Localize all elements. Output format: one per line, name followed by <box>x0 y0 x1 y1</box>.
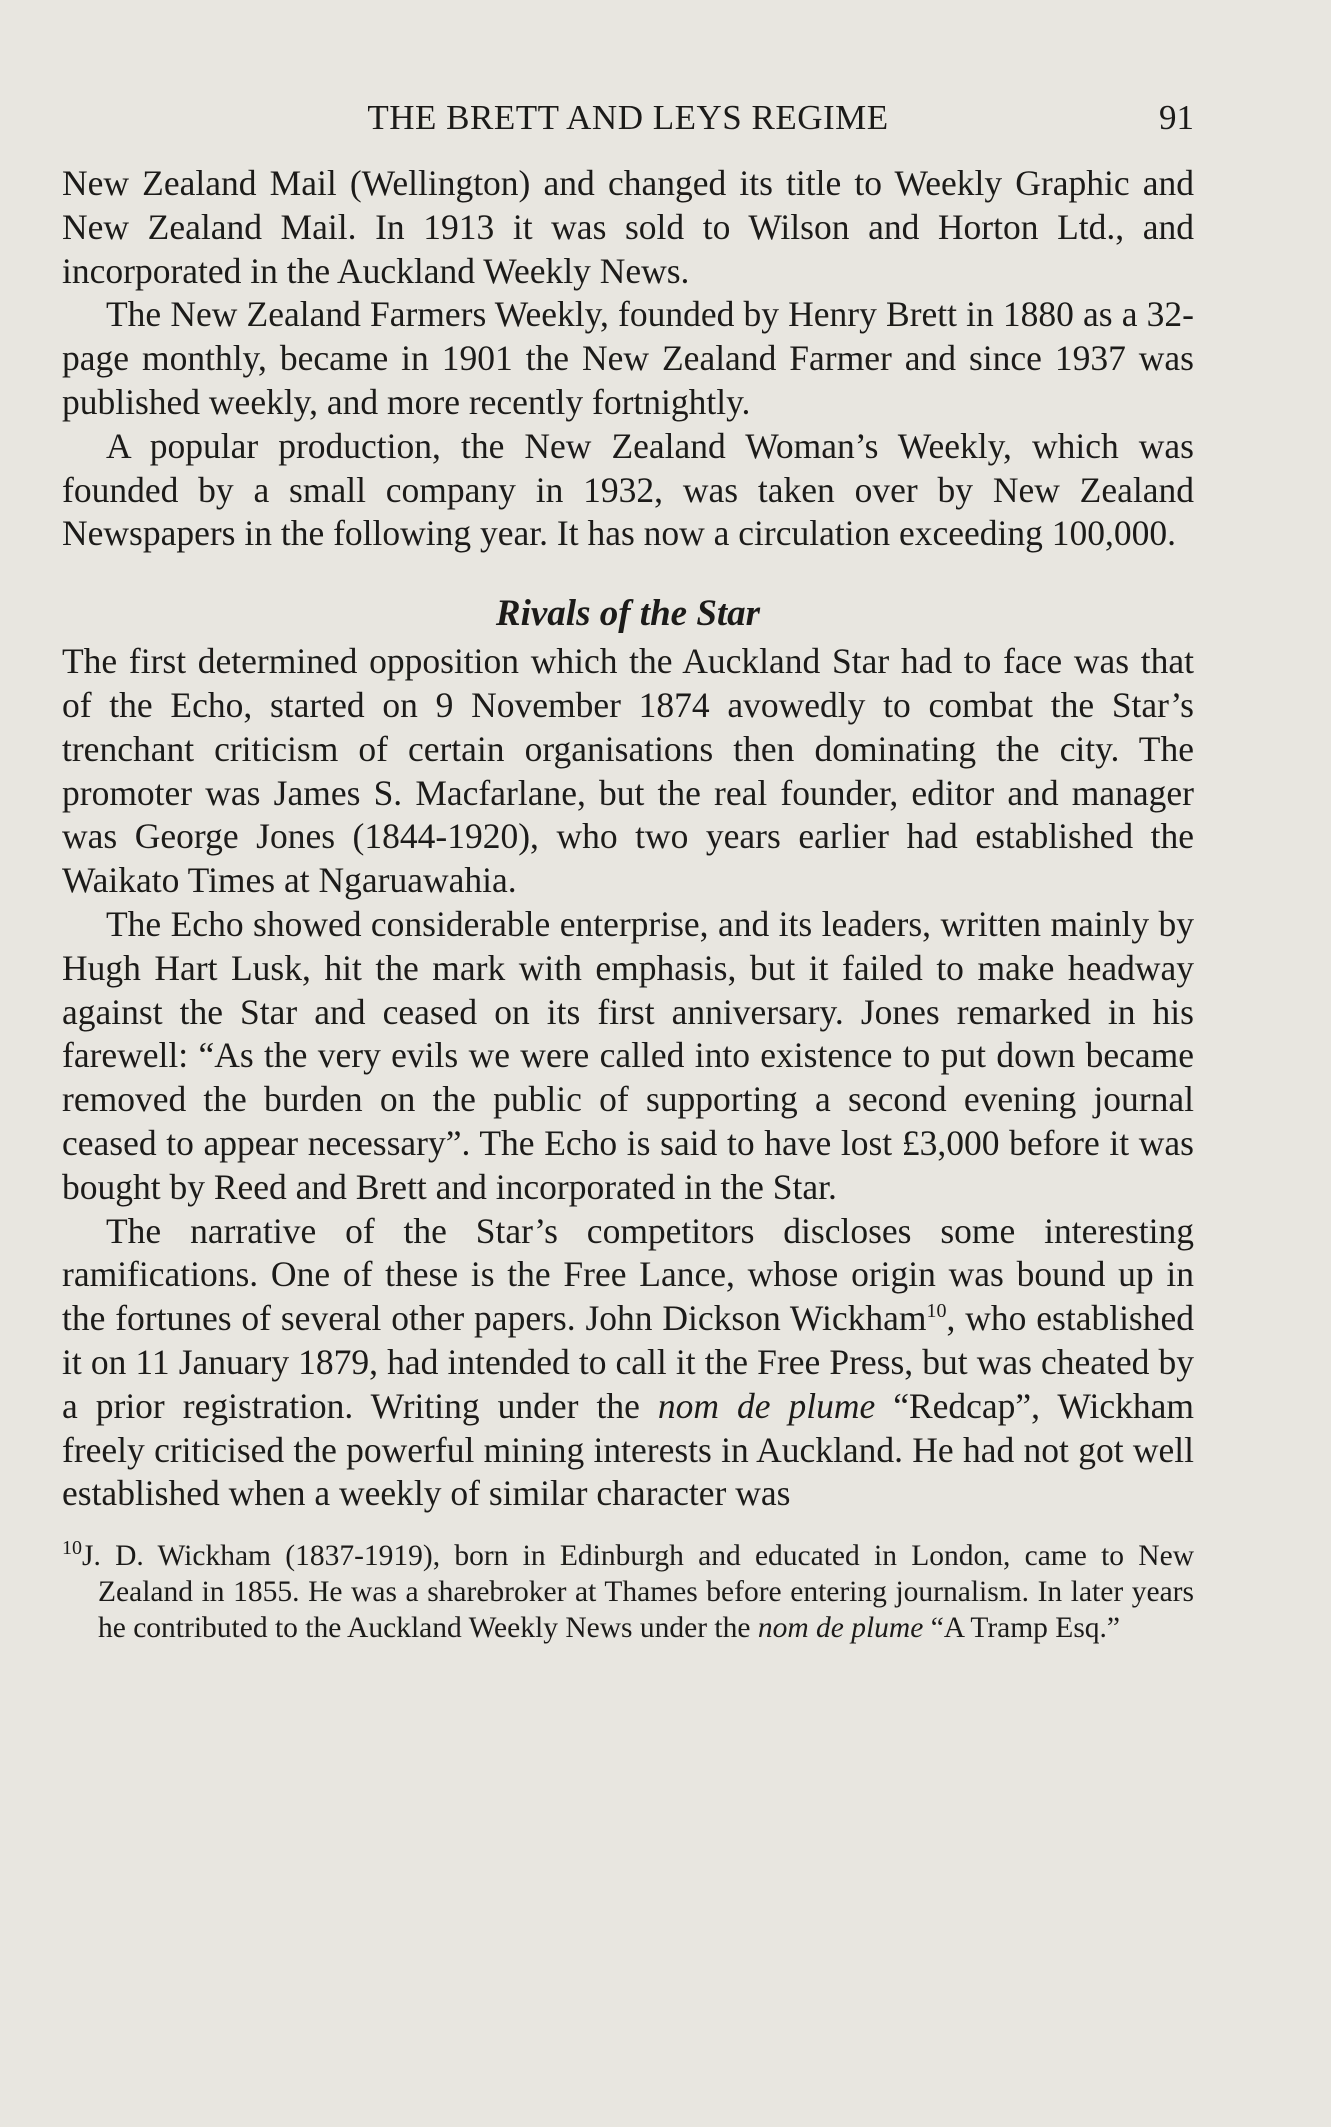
page-body <box>62 162 1194 1516</box>
page-header <box>62 96 1194 140</box>
section-heading: Rivals of the Star <box>495 593 761 635</box>
paragraph-text: , who established it on 11 January 1879, had intended to call it the Free Press, but was cheated by a prior registration. Writing under the <box>62 1298 1194 1426</box>
footnote-reference: 10 <box>926 1300 947 1323</box>
footnote-text: “A Tramp Esq.” <box>923 1612 1121 1645</box>
paragraph: New Zealand Mail (Wellington) and changed its title to Weekly Graphic and New Zealand Mail. In 1913 it was sold to Wilson and Horton Ltd., and incorporated in the Auckland Weekly News. <box>62 163 1194 291</box>
running-head: THE BRETT AND LEYS REGIME <box>367 98 889 137</box>
italic-phrase: nom de plume <box>757 1612 924 1645</box>
footnote-text: J. D. Wickham (1837-1919), born in Edinburgh and educated in London, came to New Zealand in 1855. He was a sharebroker at Thames before entering journalism. In later years he contributed to the Auckland Weekly News under the <box>82 1540 1194 1645</box>
paragraph: The Echo showed considerable enterprise, and its leaders, written mainly by Hugh Hart Lusk, hit the mark with emphasis, but it failed to make headway against the Star and ceased on its first anniversary. Jones remarked in his farewell: “As the very evils we were called into existence to put down became removed the burden on the public of supporting a second evening journal ceased to appear necessary”. The Echo is said to have lost £3,000 before it was bought by Reed and Brett and incorporated in the Star. <box>62 903 1194 1207</box>
footnotes <box>62 1538 1194 1646</box>
page-number: 91 <box>1159 98 1194 137</box>
paragraph: The New Zealand Farmers Weekly, founded by Henry Brett in 1880 as a 32-page monthly, became in 1901 the New Zealand Farmer and since 1937 was published weekly, and more recently fortnightly. <box>62 294 1194 422</box>
footnote <box>62 1538 1194 1646</box>
book-page <box>62 96 1194 1646</box>
paragraph: A popular production, the New Zealand Woman’s Weekly, which was founded by a small company in 1932, was taken over by New Zealand Newspapers in the following year. It has now a circulation exceeding 100,000. <box>62 425 1194 554</box>
paragraph-text: “Redcap”, Wickham freely criticised the powerful mining interests in Auckland. He had not got well established when a weekly of similar character was <box>62 1385 1194 1514</box>
paragraph-text: The narrative of the Star’s competitors discloses some interesting ramifications. One of these is the Free Lance, whose origin was bound up in the fortunes of several other papers. John Dickson Wickham <box>62 1210 1194 1339</box>
italic-phrase: nom de plume <box>657 1385 876 1426</box>
paragraph: The first determined opposition which the Auckland Star had to face was that of the Echo, started on 9 November 1874 avowedly to combat the Star’s trenchant criticism of certain organisations then dominating the city. The promoter was James S. Macfarlane, but the real founder, editor and manager was George Jones (1844-1920), who two years earlier had established the Waikato Times at Ngaruawahia. <box>62 641 1194 901</box>
paragraph <box>62 1210 1194 1517</box>
footnote-mark: 10 <box>62 1537 82 1560</box>
